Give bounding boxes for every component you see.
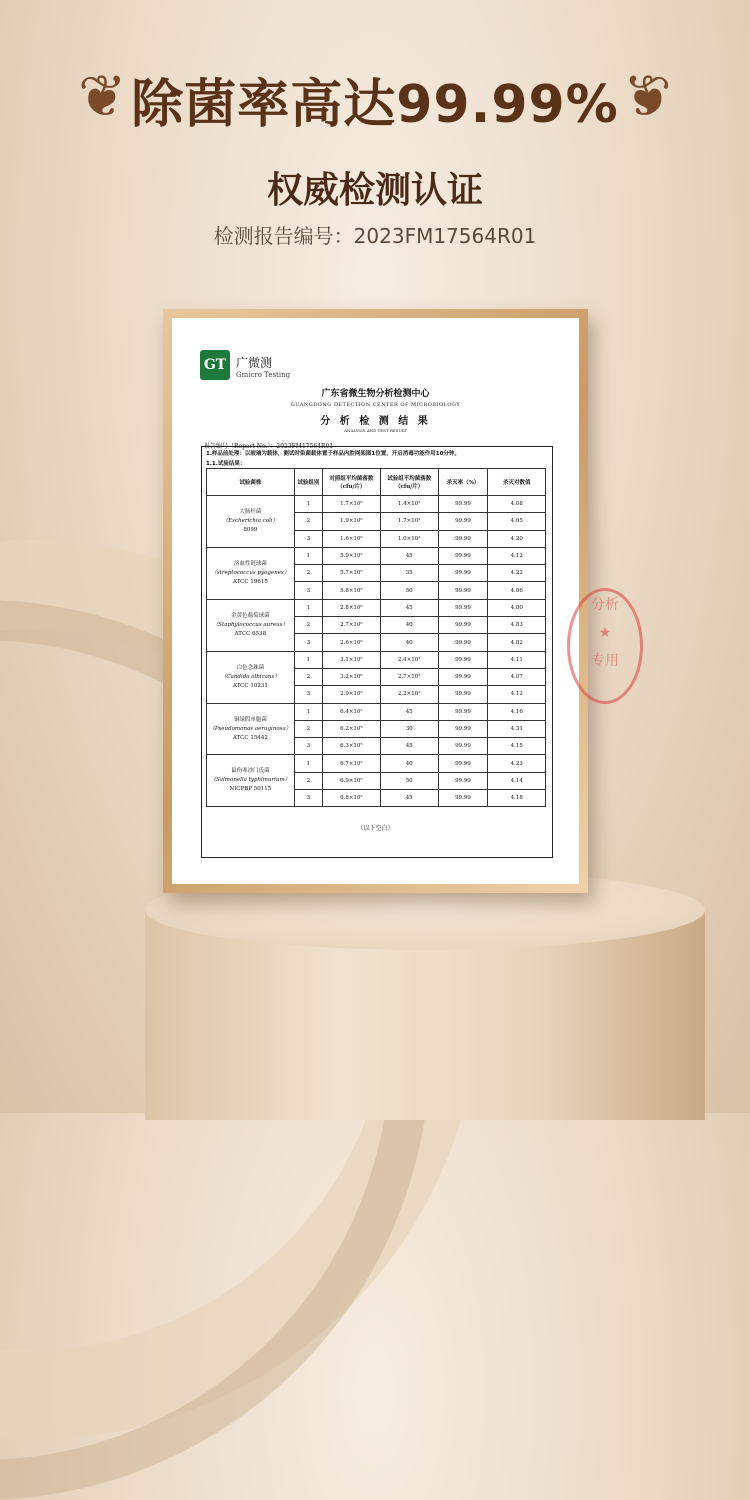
table-cell: 4.06 — [488, 582, 546, 599]
result-title-en: ANALYSIS AND TEST RESULT — [344, 428, 407, 433]
table-cell: 1 — [294, 755, 322, 772]
table-cell: 45 — [380, 790, 438, 807]
species-name-cn: 金黄色葡萄球菌 — [231, 612, 270, 619]
report-no-line: 报告编号（Report No.）：2023FM17564R01 — [204, 443, 334, 450]
table-header-row — [207, 469, 546, 496]
table-cell: 2.7×10⁶ — [322, 617, 380, 634]
certificate-frame — [163, 309, 619, 893]
species-name-latin: （Staphylococcus aureus） — [212, 621, 288, 628]
table-cell: 1 — [294, 547, 322, 564]
red-seal-stamp: 分析 ★ 专用 — [567, 588, 643, 704]
table-cell: 3.2×10⁶ — [322, 668, 380, 685]
laurel-right-icon: ❦ — [623, 62, 672, 130]
species-name-cn: 白色念珠菌 — [236, 664, 265, 671]
table-row — [207, 496, 546, 513]
col-header: 试验组别 — [294, 469, 322, 496]
results-table-box — [201, 446, 553, 858]
species-name-cn: 鼠伤寒沙门氏菌 — [231, 768, 270, 775]
species-cell — [207, 496, 295, 548]
species-name-cn: 大肠杆菌 — [239, 508, 262, 515]
table-cell: 35 — [380, 565, 438, 582]
table-row — [207, 547, 546, 564]
subtitle: 权威检测认证 — [266, 170, 483, 211]
species-strain: ATCC 15442 — [232, 734, 268, 741]
table-cell: 6.7×10⁵ — [322, 755, 380, 772]
gt-logo-icon: GT — [200, 350, 230, 380]
org-name-cn: 广东省微生物分析检测中心 — [321, 389, 430, 399]
table-cell: 2 — [294, 513, 322, 530]
table-cell: 50 — [380, 772, 438, 789]
species-strain: ATCC 6538 — [234, 630, 267, 637]
table-cell: 99.99 — [438, 617, 488, 634]
table-cell: 1 — [294, 599, 322, 616]
table-cell: 4.18 — [488, 790, 546, 807]
table-row — [207, 599, 546, 616]
table-cell: 4.12 — [488, 547, 546, 564]
species-name-latin: （streptococcus pyogenes） — [211, 569, 290, 576]
species-cell — [207, 703, 295, 755]
table-cell: 4.83 — [488, 617, 546, 634]
table-cell: 99.99 — [438, 668, 488, 685]
species-name-latin: （Candida albicans） — [220, 673, 280, 680]
table-cell: 99.99 — [438, 496, 488, 513]
org-name-en: GUANGDONG DETECTION CENTER OF MICROBIOLOGY — [290, 402, 461, 408]
table-cell: 1.0×10² — [380, 530, 438, 547]
table-cell: 1 — [294, 703, 322, 720]
species-strain: 8099 — [243, 526, 258, 533]
table-cell: 4.11 — [488, 651, 546, 668]
table-cell: 3 — [294, 738, 322, 755]
table-cell: 4.08 — [488, 496, 546, 513]
col-header: 对照组平均菌落数（cfu/片） — [322, 469, 380, 496]
table-cell: 40 — [380, 755, 438, 772]
table-cell: 2 — [294, 668, 322, 685]
results-table — [206, 468, 546, 807]
table-cell: 2.7×10² — [380, 668, 438, 685]
table-cell: 1.9×10⁶ — [322, 513, 380, 530]
table-cell: 99.99 — [438, 651, 488, 668]
table-cell: 45 — [380, 703, 438, 720]
species-strain: NICPBP 50115 — [229, 786, 272, 793]
result-title-cn: 分 析 检 测 结 果 — [320, 416, 431, 427]
table-cell: 99.99 — [438, 530, 488, 547]
col-header: 杀灭对数值 — [488, 469, 546, 496]
species-cell — [207, 599, 295, 651]
table-cell: 2 — [294, 720, 322, 737]
table-row — [207, 755, 546, 772]
table-cell: 99.99 — [438, 772, 488, 789]
table-cell: 2 — [294, 772, 322, 789]
table-cell: 1.4×10² — [380, 496, 438, 513]
table-cell: 6.4×10⁵ — [322, 703, 380, 720]
table-cell: 99.99 — [438, 720, 488, 737]
table-cell: 3.1×10⁶ — [322, 651, 380, 668]
table-cell: 2.9×10⁶ — [322, 686, 380, 703]
table-cell: 4.31 — [488, 720, 546, 737]
table-cell: 1 — [294, 496, 322, 513]
table-cell: 99.99 — [438, 513, 488, 530]
table-cell: 99.99 — [438, 599, 488, 616]
species-name-latin: （Salmonella typhimurium） — [210, 777, 291, 784]
laurel-left-icon: ❦ — [78, 62, 127, 130]
table-cell: 99.99 — [438, 790, 488, 807]
table-cell: 5.9×10⁵ — [322, 547, 380, 564]
species-strain: ATCC 10231 — [232, 682, 268, 689]
table-cell: 4.80 — [488, 599, 546, 616]
table-cell: 5.7×10⁵ — [322, 565, 380, 582]
blank-note: （以下空白） — [357, 825, 394, 832]
species-name-cn: 溶血性链球菌 — [233, 560, 267, 567]
table-cell: 4.05 — [488, 513, 546, 530]
col-header: 杀灭率（%） — [438, 469, 488, 496]
col-header: 试验菌株 — [207, 469, 295, 496]
table-cell: 4.20 — [488, 530, 546, 547]
logo-en: Gmicro Testing — [236, 371, 291, 379]
species-name-latin: （Escherichia coli） — [222, 517, 279, 524]
species-cell — [207, 651, 295, 703]
table-cell: 3 — [294, 686, 322, 703]
table-cell: 40 — [380, 617, 438, 634]
table-cell: 2.6×10⁶ — [322, 634, 380, 651]
table-cell: 4.23 — [488, 755, 546, 772]
table-row — [207, 703, 546, 720]
species-cell — [207, 755, 295, 807]
table-cell: 99.99 — [438, 565, 488, 582]
table-cell: 4.82 — [488, 634, 546, 651]
table-cell: 1.7×10⁶ — [322, 496, 380, 513]
logo-cn: 广微测 — [236, 356, 273, 370]
results-note: 1.1.试验结果： — [206, 461, 246, 467]
col-header: 试验组平均菌落数（cfu/片） — [380, 469, 438, 496]
table-cell: 2.2×10² — [380, 686, 438, 703]
table-cell: 50 — [380, 582, 438, 599]
species-name-latin: （Pseudomonas aeruginosa） — [209, 725, 292, 732]
table-cell: 1.7×10² — [380, 513, 438, 530]
table-cell: 99.99 — [438, 582, 488, 599]
table-cell: 4.14 — [488, 772, 546, 789]
table-cell: 2.8×10⁶ — [322, 599, 380, 616]
table-cell: 4.12 — [488, 686, 546, 703]
species-strain: ATCC 19615 — [232, 578, 268, 585]
table-cell: 99.99 — [438, 547, 488, 564]
table-cell: 6.9×10⁵ — [322, 772, 380, 789]
report-number: 检测报告编号：2023FM17564R01 — [213, 224, 537, 248]
table-cell: 99.99 — [438, 634, 488, 651]
pretreatment-note: 1.样品前处理：以玻璃为载体，测试时染菌载体置于样品内腔网架图1位置，开启消毒功能作用10分钟。 — [206, 451, 460, 457]
table-cell: 99.99 — [438, 738, 488, 755]
table-cell: 3 — [294, 790, 322, 807]
table-cell: 3 — [294, 530, 322, 547]
table-cell: 45 — [380, 738, 438, 755]
table-cell: 5.8×10⁵ — [322, 582, 380, 599]
table-cell: 4.15 — [488, 738, 546, 755]
table-cell: 6.3×10⁵ — [322, 738, 380, 755]
table-cell: 4.16 — [488, 703, 546, 720]
table-cell: 30 — [380, 720, 438, 737]
table-row — [207, 651, 546, 668]
table-cell: 2 — [294, 617, 322, 634]
headline: 除菌率高达99.99% — [131, 75, 619, 135]
table-cell: 40 — [380, 634, 438, 651]
table-cell: 3 — [294, 582, 322, 599]
species-cell — [207, 547, 295, 599]
table-cell: 4.07 — [488, 668, 546, 685]
species-name-cn: 铜绿假单胞菌 — [233, 716, 267, 723]
table-cell: 99.99 — [438, 755, 488, 772]
table-cell: 3 — [294, 634, 322, 651]
table-cell: 4.22 — [488, 565, 546, 582]
table-cell: 1 — [294, 651, 322, 668]
table-cell: 1.6×10⁶ — [322, 530, 380, 547]
table-cell: 45 — [380, 599, 438, 616]
table-cell: 6.8×10⁵ — [322, 790, 380, 807]
table-cell: 2 — [294, 565, 322, 582]
table-cell: 99.99 — [438, 703, 488, 720]
table-cell: 6.2×10⁵ — [322, 720, 380, 737]
certificate-paper — [172, 318, 619, 884]
table-cell: 45 — [380, 547, 438, 564]
table-cell: 99.99 — [438, 686, 488, 703]
table-cell: 2.4×10² — [380, 651, 438, 668]
